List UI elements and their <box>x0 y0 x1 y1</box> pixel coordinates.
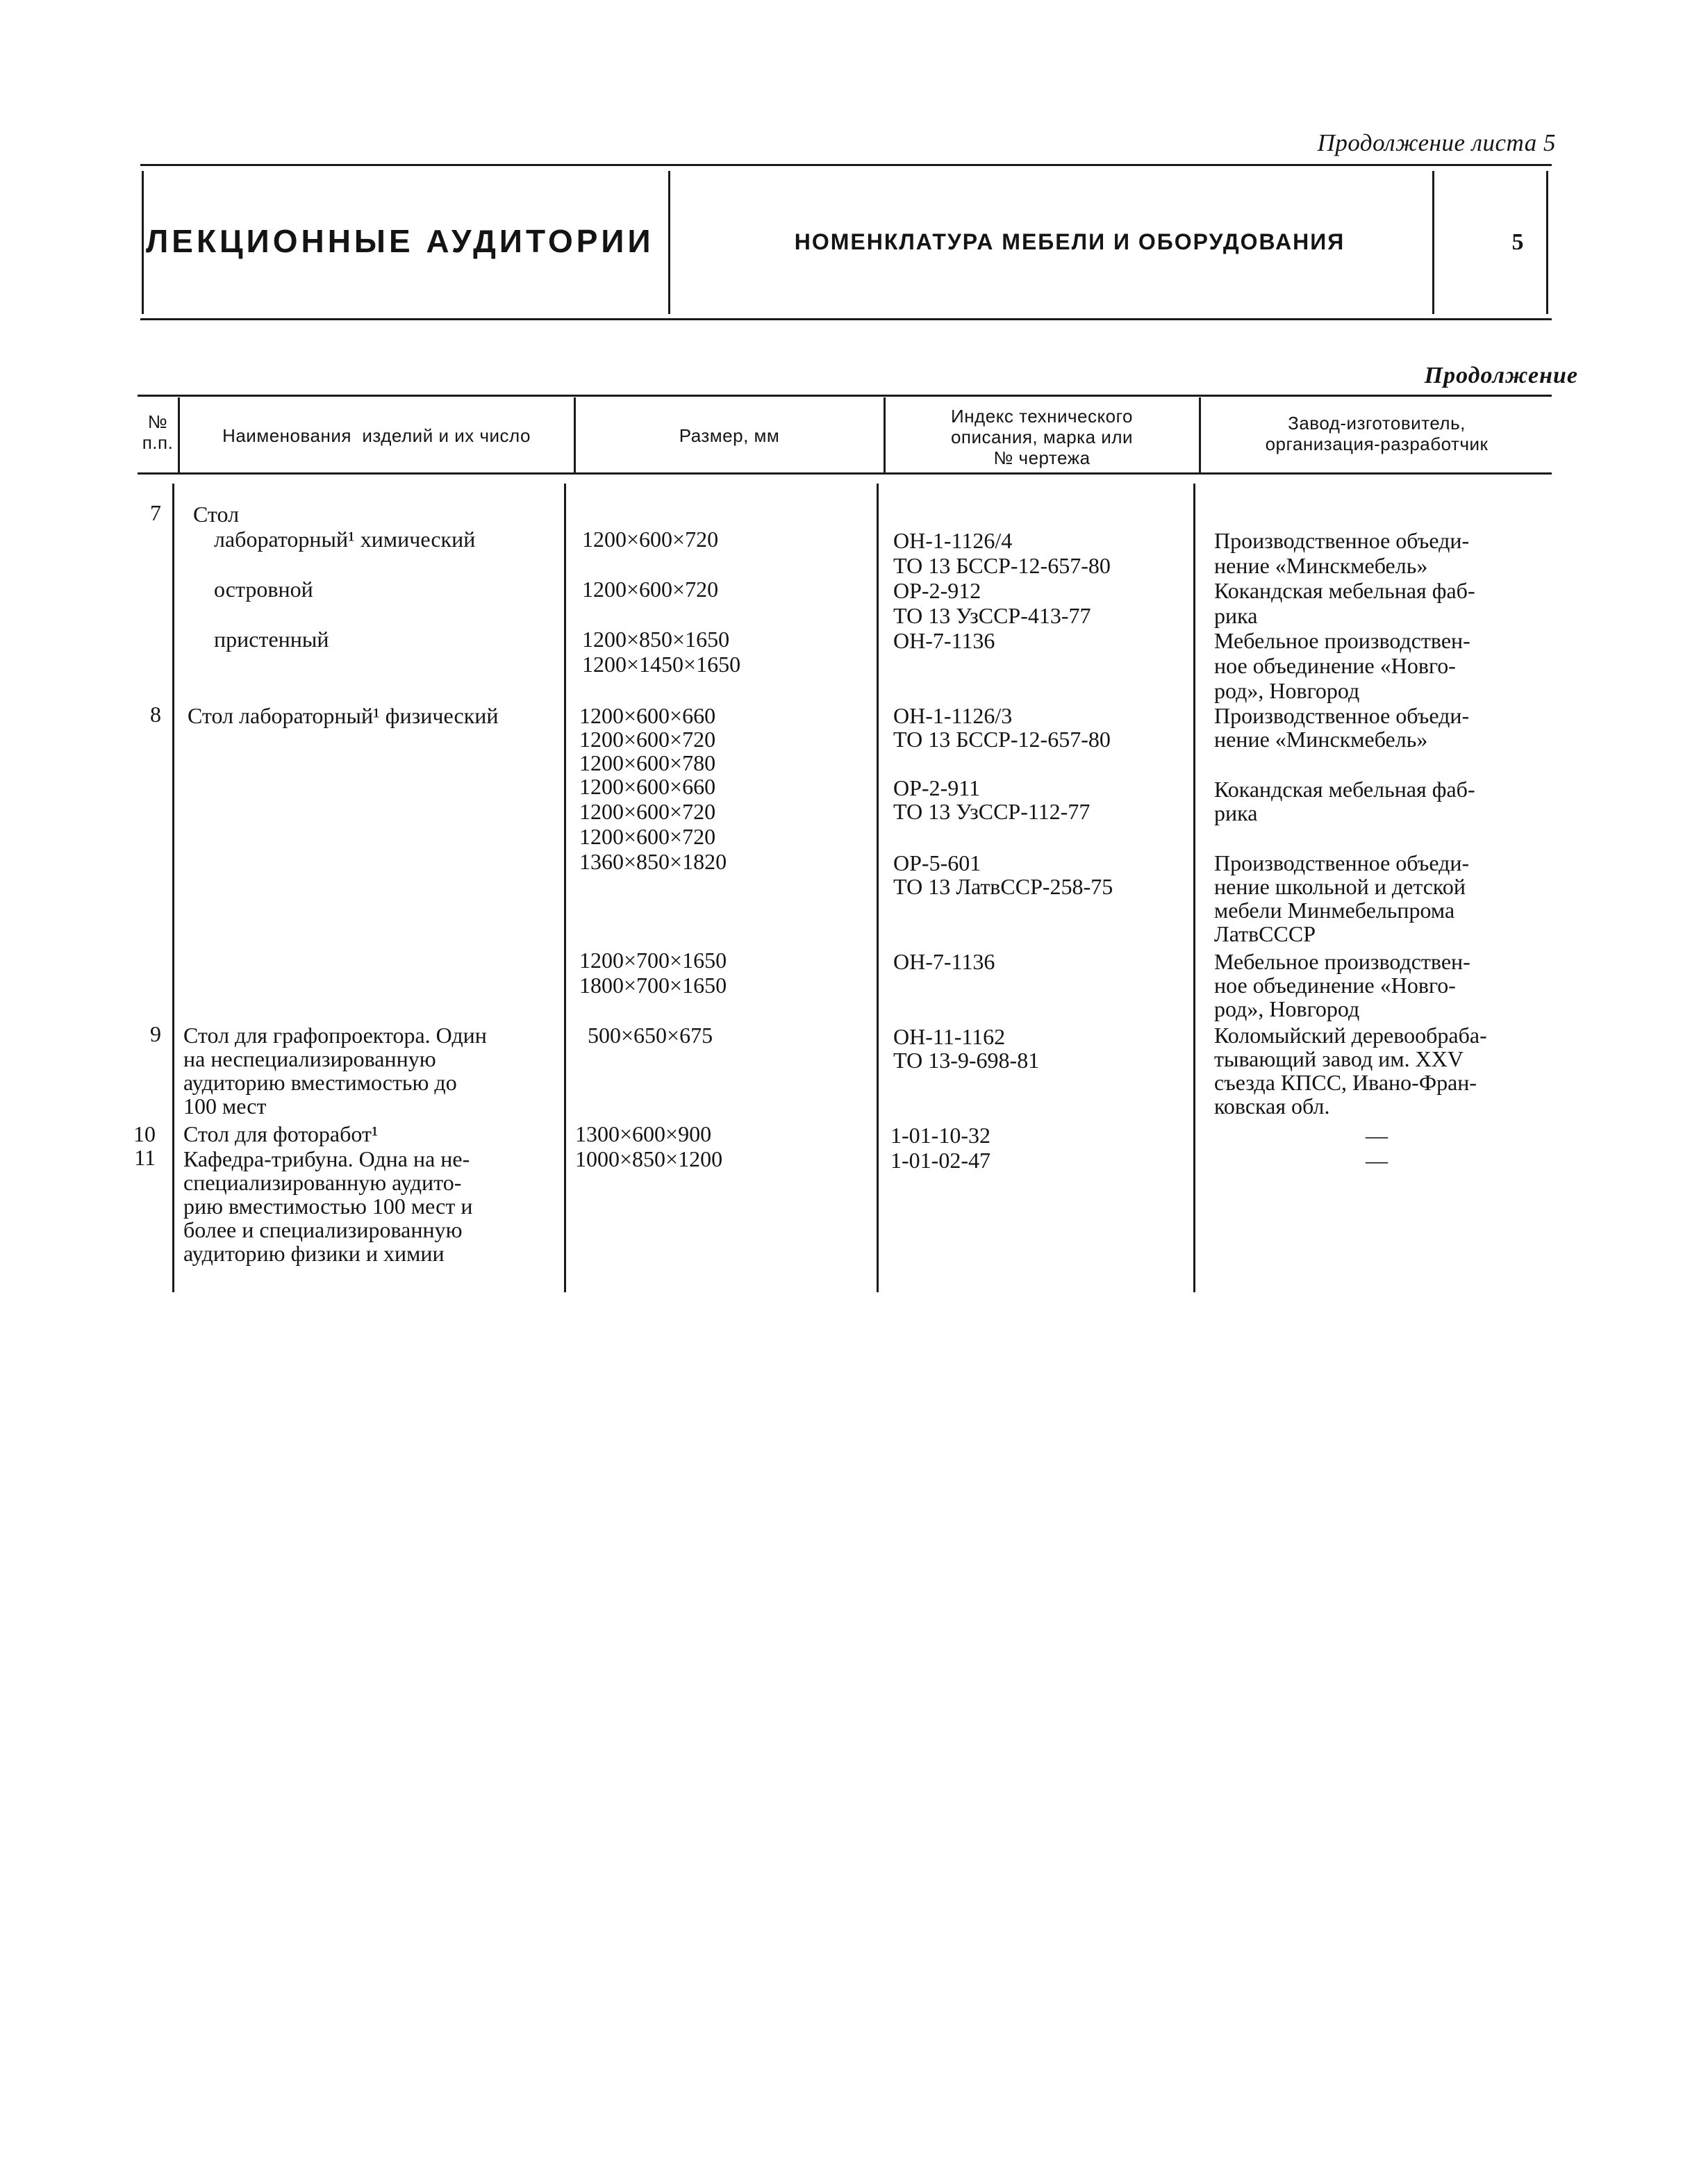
header-title: ЛЕКЦИОННЫЕ АУДИТОРИИ <box>146 223 654 259</box>
row-8-number: 8 <box>150 702 161 727</box>
row-7-maker: ное объединение «Новго- <box>1214 653 1456 678</box>
col-header-size: Размер, мм <box>679 425 780 446</box>
row-9-name-line: на неспециализированную <box>183 1046 436 1071</box>
table-col-divider-2-body <box>564 484 566 1292</box>
row-10-maker: — <box>1366 1123 1388 1148</box>
row-11-size: 1000×850×1200 <box>575 1146 723 1171</box>
sheet-continuation-note: Продолжение листа 5 <box>1317 129 1556 156</box>
row-8-size: 1360×850×1820 <box>579 849 727 874</box>
row-9-maker: съезда КПСС, Ивано-Фран- <box>1214 1070 1477 1095</box>
row-8-size: 1800×700×1650 <box>579 973 727 998</box>
row-8-index: ОН-1-1126/3 <box>893 703 1013 728</box>
col-header-name: Наименования изделий и их число <box>222 425 531 446</box>
row-8-maker: нение школьной и детской <box>1214 874 1466 899</box>
row-8-index: ОР-2-911 <box>893 775 981 800</box>
row-7-index: ТО 13 УзССР-413-77 <box>893 603 1091 628</box>
row-8-size: 1200×600×780 <box>579 750 716 775</box>
col-header-number: № п.п. <box>142 411 174 453</box>
row-8-name-line: Стол лабораторный¹ физический <box>188 703 499 728</box>
row-7-size: 1200×850×1650 <box>582 627 730 652</box>
row-7-name-line: пристенный <box>214 627 329 652</box>
row-7-maker: Производственное объеди- <box>1214 528 1470 553</box>
row-8-maker: мебели Минмебельпрома <box>1214 898 1455 923</box>
row-9-size: 500×650×675 <box>588 1023 713 1048</box>
row-9-maker: ковская обл. <box>1214 1094 1330 1119</box>
row-8-maker: род», Новгород <box>1214 996 1360 1021</box>
table-col-divider-3 <box>884 397 886 472</box>
table-col-divider-2 <box>574 397 576 472</box>
row-7-maker: Кокандская мебельная фаб- <box>1214 578 1475 603</box>
col-header-index: Индекс технического описания, марка или № чертежа <box>950 406 1134 468</box>
row-8-maker: Производственное объеди- <box>1214 850 1470 875</box>
table-col-divider-4 <box>1199 397 1201 472</box>
row-11-name-line: Кафедра-трибуна. Одна на не- <box>183 1146 470 1171</box>
row-9-maker: Коломыйский деревообраба- <box>1214 1023 1487 1048</box>
row-8-index: ОР-5-601 <box>893 850 981 875</box>
row-7-maker: рика <box>1214 603 1258 628</box>
row-8-maker: рика <box>1214 800 1258 825</box>
row-8-maker: Мебельное производствен- <box>1214 949 1470 974</box>
row-11-number: 11 <box>134 1145 156 1170</box>
row-9-name-line: 100 мест <box>183 1094 267 1119</box>
row-10-size: 1300×600×900 <box>575 1121 712 1146</box>
row-8-index: ТО 13 ЛатвССР-258-75 <box>893 874 1113 899</box>
row-7-size: 1200×1450×1650 <box>582 652 741 677</box>
row-8-index: ТО 13 БССР-12-657-80 <box>893 727 1111 752</box>
row-8-index: ОН-7-1136 <box>893 949 995 974</box>
row-9-maker: тывающий завод им. XXV <box>1214 1046 1464 1071</box>
row-7-size: 1200×600×720 <box>582 527 719 552</box>
row-11-name-line: рию вместимостью 100 мест и <box>183 1194 473 1219</box>
row-9-index: ТО 13-9-698-81 <box>893 1048 1040 1073</box>
row-10-name-line: Стол для фоторабот¹ <box>183 1121 379 1146</box>
row-8-maker: ЛатвСССР <box>1214 921 1316 946</box>
row-7-name-line: лабораторный¹ химический <box>214 527 476 552</box>
row-7-maker: род», Новгород <box>1214 678 1360 703</box>
row-8-size: 1200×600×720 <box>579 727 716 752</box>
row-8-index: ТО 13 УзССР-112-77 <box>893 799 1091 824</box>
row-10-number: 10 <box>133 1121 156 1146</box>
header-left-border <box>142 171 144 314</box>
row-8-maker: Производственное объеди- <box>1214 703 1470 728</box>
table-col-divider-1-body <box>172 484 174 1292</box>
row-8-maker: нение «Минскмебель» <box>1214 727 1428 752</box>
row-9-index: ОН-11-1162 <box>893 1024 1006 1049</box>
row-10-index: 1-01-10-32 <box>890 1123 990 1148</box>
row-7-size: 1200×600×720 <box>582 577 719 602</box>
table-col-divider-4-body <box>1193 484 1195 1292</box>
row-7-index: ОН-7-1136 <box>893 628 995 653</box>
row-11-name-line: аудиторию физики и химии <box>183 1241 445 1266</box>
row-7-number: 7 <box>150 500 161 525</box>
row-9-name-line: аудиторию вместимостью до <box>183 1070 457 1095</box>
row-11-index: 1-01-02-47 <box>890 1148 990 1173</box>
row-8-maker: ное объединение «Новго- <box>1214 973 1456 998</box>
header-bottom-rule <box>140 318 1552 320</box>
table-header-bottom-rule <box>138 472 1552 475</box>
header-sheet-number: 5 <box>1511 229 1524 255</box>
col-header-maker: Завод-изготовитель, организация-разработчик <box>1265 413 1489 454</box>
table-col-divider-3-body <box>877 484 879 1292</box>
row-8-maker: Кокандская мебельная фаб- <box>1214 777 1475 802</box>
row-8-size: 1200×600×720 <box>579 799 716 824</box>
row-8-size: 1200×600×660 <box>579 703 716 728</box>
row-8-size: 1200×600×660 <box>579 774 716 799</box>
row-11-maker: — <box>1366 1148 1388 1173</box>
row-9-number: 9 <box>150 1021 161 1046</box>
row-9-name-line: Стол для графопроектора. Один <box>183 1023 487 1048</box>
row-8-size: 1200×700×1650 <box>579 948 727 973</box>
row-7-name-line: островной <box>214 577 313 602</box>
row-7-maker: нение «Минскмебель» <box>1214 553 1428 578</box>
row-7-index: ТО 13 БССР-12-657-80 <box>893 553 1111 578</box>
row-11-name-line: специализированную аудито- <box>183 1170 462 1195</box>
table-top-rule <box>138 395 1552 397</box>
row-11-name-line: более и специализированную <box>183 1217 463 1242</box>
continuation-label: Продолжение <box>1424 363 1578 388</box>
header-top-rule <box>140 164 1552 166</box>
row-7-index: ОР-2-912 <box>893 578 981 603</box>
header-subtitle: НОМЕНКЛАТУРА МЕБЕЛИ И ОБОРУДОВАНИЯ <box>794 229 1345 254</box>
row-7-name-line: Стол <box>193 502 240 527</box>
row-7-index: ОН-1-1126/4 <box>893 528 1013 553</box>
row-8-size: 1200×600×720 <box>579 824 716 849</box>
row-7-maker: Мебельное производствен- <box>1214 628 1470 653</box>
